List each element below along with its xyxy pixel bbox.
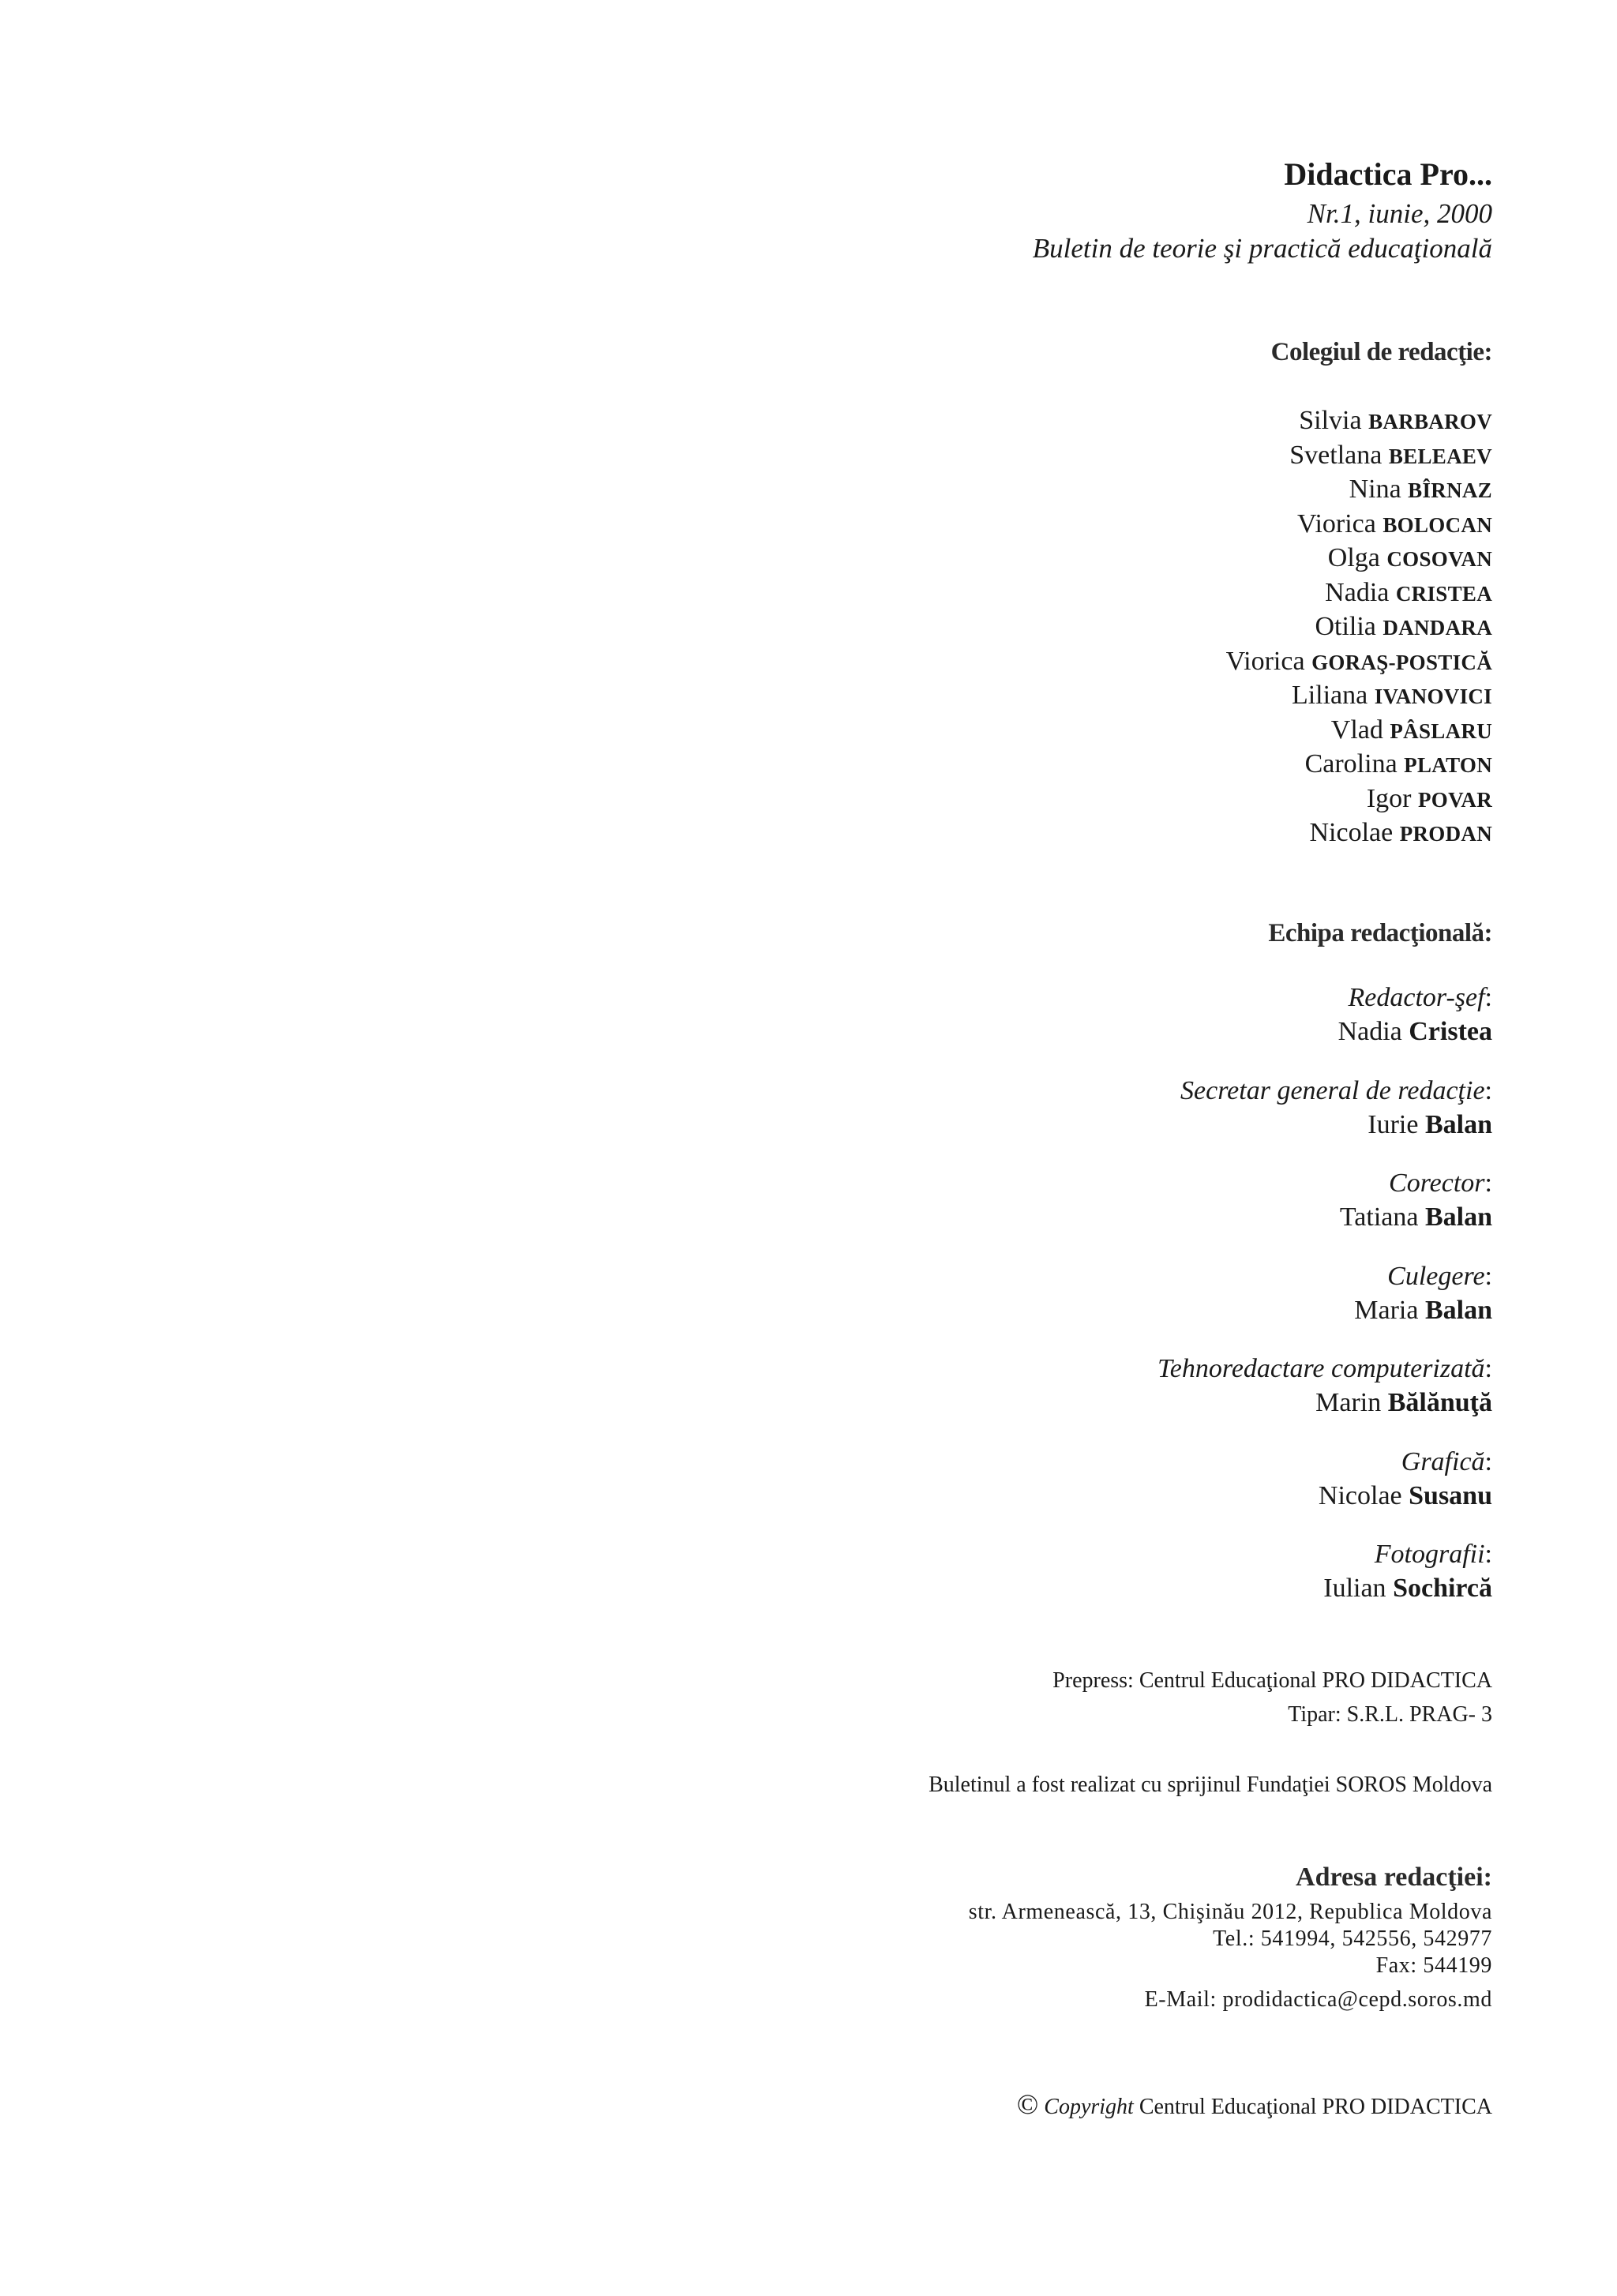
role-title: Grafică: xyxy=(1401,1446,1492,1476)
member-first-name: Silvia xyxy=(1299,406,1362,435)
member-surname: BELEAEV xyxy=(1388,444,1492,468)
person-first-name: Marin xyxy=(1315,1388,1382,1417)
board-member xyxy=(1226,713,1492,748)
editorial-team-heading: Echipa redacţională: xyxy=(1268,919,1492,947)
role-label: Grafică xyxy=(1401,1446,1485,1476)
role-title: Corector: xyxy=(1389,1169,1492,1198)
person-surname: Balan xyxy=(1424,1109,1492,1139)
editorial-board-list xyxy=(1226,403,1492,850)
member-surname: COSOVAN xyxy=(1386,547,1492,571)
person-surname: Susanu xyxy=(1409,1480,1492,1510)
board-member xyxy=(1226,610,1492,644)
team-role-block xyxy=(1157,1445,1492,1538)
member-surname: PÂSLARU xyxy=(1390,718,1492,743)
person-first-name: Iulian xyxy=(1323,1574,1386,1603)
board-member xyxy=(1226,782,1492,816)
member-surname: PRODAN xyxy=(1399,822,1492,846)
person-surname: Sochircă xyxy=(1393,1574,1492,1603)
board-member xyxy=(1226,747,1492,782)
member-surname: IVANOVICI xyxy=(1374,685,1492,708)
board-member xyxy=(1226,472,1492,507)
member-surname: BOLOCAN xyxy=(1383,512,1492,537)
board-member xyxy=(1226,438,1492,473)
address-email: E-Mail: prodidactica@cepd.soros.md xyxy=(1144,1987,1492,2012)
person-surname: Bălănuţă xyxy=(1387,1388,1492,1417)
member-surname: DANDARA xyxy=(1383,616,1492,640)
board-member xyxy=(1226,541,1492,576)
member-first-name: Vlad xyxy=(1330,715,1383,745)
member-surname: BÎRNAZ xyxy=(1408,478,1492,502)
role-person xyxy=(1157,1108,1492,1142)
role-person xyxy=(1157,1386,1492,1420)
role-person xyxy=(1157,1479,1492,1513)
person-surname: Balan xyxy=(1424,1202,1492,1232)
publication-subtitle: Buletin de teorie şi practică educaţională xyxy=(1032,233,1492,264)
role-title: Secretar general de redacţie: xyxy=(1180,1075,1492,1105)
address-heading: Adresa redacţiei: xyxy=(1296,1863,1492,1892)
board-member xyxy=(1226,816,1492,850)
team-role-block xyxy=(1157,1352,1492,1445)
role-label: Secretar general de redacţie xyxy=(1180,1075,1485,1105)
publication-title: Didactica Pro... xyxy=(1284,156,1492,192)
team-role-block xyxy=(1157,1537,1492,1630)
member-first-name: Carolina xyxy=(1304,749,1398,778)
team-role-block xyxy=(1157,1259,1492,1352)
copyright-notice xyxy=(1017,2090,1492,2122)
member-surname: GORAŞ-POSTICĂ xyxy=(1311,650,1492,674)
person-first-name: Nadia xyxy=(1337,1017,1402,1046)
role-label: Tehnoredactare computerizată xyxy=(1157,1354,1485,1383)
member-first-name: Nina xyxy=(1349,475,1401,504)
board-member xyxy=(1226,576,1492,610)
role-title: Culegere: xyxy=(1387,1261,1492,1291)
role-title: Fotografii: xyxy=(1374,1540,1492,1569)
address-phone: Tel.: 541994, 542556, 542977 xyxy=(1213,1926,1492,1951)
role-label: Redactor-şef xyxy=(1348,983,1485,1012)
role-person xyxy=(1157,1200,1492,1234)
role-person xyxy=(1157,1571,1492,1605)
prepress-credit: Prepress: Centrul Educaţional PRO DIDACTICA xyxy=(1052,1668,1492,1693)
person-first-name: Maria xyxy=(1354,1295,1419,1325)
team-role-block xyxy=(1157,1166,1492,1259)
member-surname: CRISTEA xyxy=(1395,581,1492,606)
role-person xyxy=(1157,1293,1492,1327)
member-first-name: Nicolae xyxy=(1309,818,1394,847)
role-title: Tehnoredactare computerizată: xyxy=(1157,1354,1492,1383)
person-surname: Balan xyxy=(1424,1295,1492,1325)
copyright-label: Copyright xyxy=(1044,2095,1134,2119)
role-label: Culegere xyxy=(1387,1261,1485,1291)
role-person xyxy=(1157,1015,1492,1049)
board-member xyxy=(1226,678,1492,713)
member-first-name: Igor xyxy=(1366,783,1412,813)
team-role-block xyxy=(1157,981,1492,1074)
member-first-name: Viorica xyxy=(1225,646,1305,676)
person-surname: Cristea xyxy=(1409,1017,1492,1046)
address-fax: Fax: 544199 xyxy=(1375,1953,1492,1978)
copyright-holder: Centrul Educaţional PRO DIDACTICA xyxy=(1139,2095,1492,2119)
sponsor-note: Buletinul a fost realizat cu sprijinul Fundaţiei SOROS Moldova xyxy=(929,1773,1492,1797)
member-first-name: Nadia xyxy=(1325,577,1390,607)
role-label: Fotografii xyxy=(1374,1540,1485,1569)
member-surname: POVAR xyxy=(1417,787,1492,812)
address-street: str. Armenească, 13, Chişinău 2012, Republica Moldova xyxy=(968,1900,1492,1924)
member-first-name: Olga xyxy=(1327,543,1380,572)
member-surname: PLATON xyxy=(1404,753,1492,777)
person-first-name: Tatiana xyxy=(1339,1202,1419,1232)
board-member xyxy=(1226,403,1492,438)
member-first-name: Svetlana xyxy=(1289,440,1383,470)
member-first-name: Liliana xyxy=(1291,681,1368,710)
team-role-block xyxy=(1157,1074,1492,1167)
person-first-name: Iurie xyxy=(1368,1109,1419,1139)
board-member xyxy=(1226,507,1492,542)
editorial-board-heading: Colegiul de redacţie: xyxy=(1270,338,1492,366)
copyright-icon: © xyxy=(1016,2088,1039,2120)
member-first-name: Viorica xyxy=(1296,508,1376,538)
member-first-name: Otilia xyxy=(1315,612,1376,641)
editorial-team-list xyxy=(1157,981,1492,1630)
member-surname: BARBAROV xyxy=(1368,410,1492,433)
role-label: Corector xyxy=(1389,1169,1485,1198)
printer-credit: Tipar: S.R.L. PRAG- 3 xyxy=(1288,1702,1492,1727)
board-member xyxy=(1226,644,1492,679)
person-first-name: Nicolae xyxy=(1318,1480,1402,1510)
issue-info: Nr.1, iunie, 2000 xyxy=(1307,198,1492,229)
role-title: Redactor-şef: xyxy=(1348,983,1492,1012)
